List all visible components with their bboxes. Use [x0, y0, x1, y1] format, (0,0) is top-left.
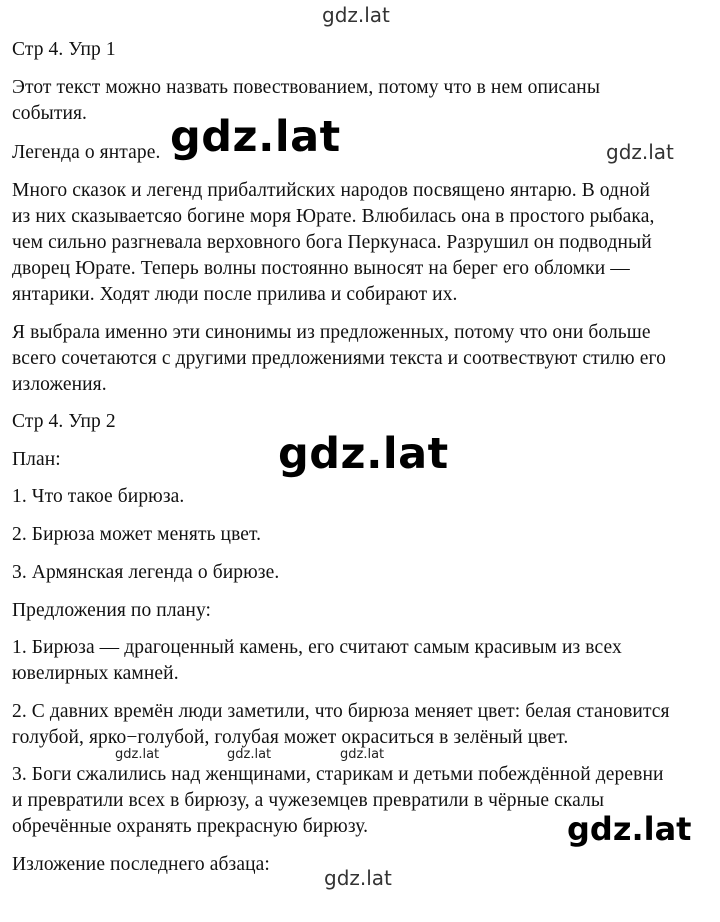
- paragraph-text: дворец Юрате. Теперь волны постоянно выносят на берег его обломки —: [12, 258, 630, 279]
- sentence-text: 1. Бирюза — драгоценный камень, его считают самым красивым из всех: [12, 637, 622, 658]
- sentence-text: 3. Боги сжалились над женщинами, старикам и детьми побеждённой деревни: [12, 764, 664, 785]
- paragraph-text: чем сильно разгневала верховного бога Перкунаса. Разрушил он подводный: [12, 232, 652, 253]
- watermark-right: gdz.lat: [606, 140, 674, 164]
- sentence-text: и превратили всех в бирюзу, а чужеземцев превратили в чёрные скалы: [12, 790, 605, 811]
- plan-label: План:: [12, 449, 61, 470]
- plan-item: 2. Бирюза может менять цвет.: [12, 524, 262, 545]
- paragraph-text: события.: [12, 103, 88, 124]
- sentence-text: обречённые охранять прекрасную бирюзу.: [12, 816, 369, 837]
- paragraph-text: Я выбрала именно эти синонимы из предложенных, потому что они больше: [12, 322, 651, 343]
- paragraph-text: Много сказок и легенд прибалтийских народов посвящено янтарю. В одной: [12, 180, 651, 201]
- paragraph-text: из них сказываетсяо богине моря Юрате. Влюбилась она в простого рыбака,: [12, 206, 655, 227]
- plan-item: 1. Что такое бирюза.: [12, 486, 185, 507]
- exercise-1-heading: Стр 4. Упр 1: [12, 39, 116, 60]
- watermark-medium: gdz.lat: [567, 810, 692, 848]
- sentence-text: 2. С давних времён люди заметили, что бирюза меняет цвет: белая становится: [12, 701, 670, 722]
- sentences-label: Предложения по плану:: [12, 600, 212, 621]
- watermark-bottom: gdz.lat: [324, 866, 392, 890]
- plan-item: 3. Армянская легенда о бирюзе.: [12, 562, 280, 583]
- legend-title: Легенда о янтаре.: [12, 142, 161, 163]
- paragraph-text: янтарики. Ходят люди после прилива и собирают их.: [12, 284, 458, 305]
- watermark-large: gdz.lat: [170, 112, 341, 162]
- exercise-2-heading: Стр 4. Упр 2: [12, 411, 116, 432]
- sentence-text: голубой, ярко−голубой, голубая может окраситься в зелёный цвет.: [12, 727, 569, 748]
- watermark-top: gdz.lat: [322, 3, 390, 27]
- summary-label: Изложение последнего абзаца:: [12, 854, 270, 875]
- paragraph-text: изложения.: [12, 374, 107, 395]
- watermark-tiny: gdz.lat: [340, 747, 385, 762]
- watermark-tiny: gdz.lat: [227, 747, 272, 762]
- paragraph-text: Этот текст можно назвать повествованием, потому что в нем описаны: [12, 77, 601, 98]
- watermark-center: gdz.lat: [278, 429, 449, 479]
- watermark-tiny: gdz.lat: [115, 747, 160, 762]
- paragraph-text: всего сочетаются с другими предложениями текста и соотвествуют стилю его: [12, 348, 666, 369]
- sentence-text: ювелирных камней.: [12, 663, 179, 684]
